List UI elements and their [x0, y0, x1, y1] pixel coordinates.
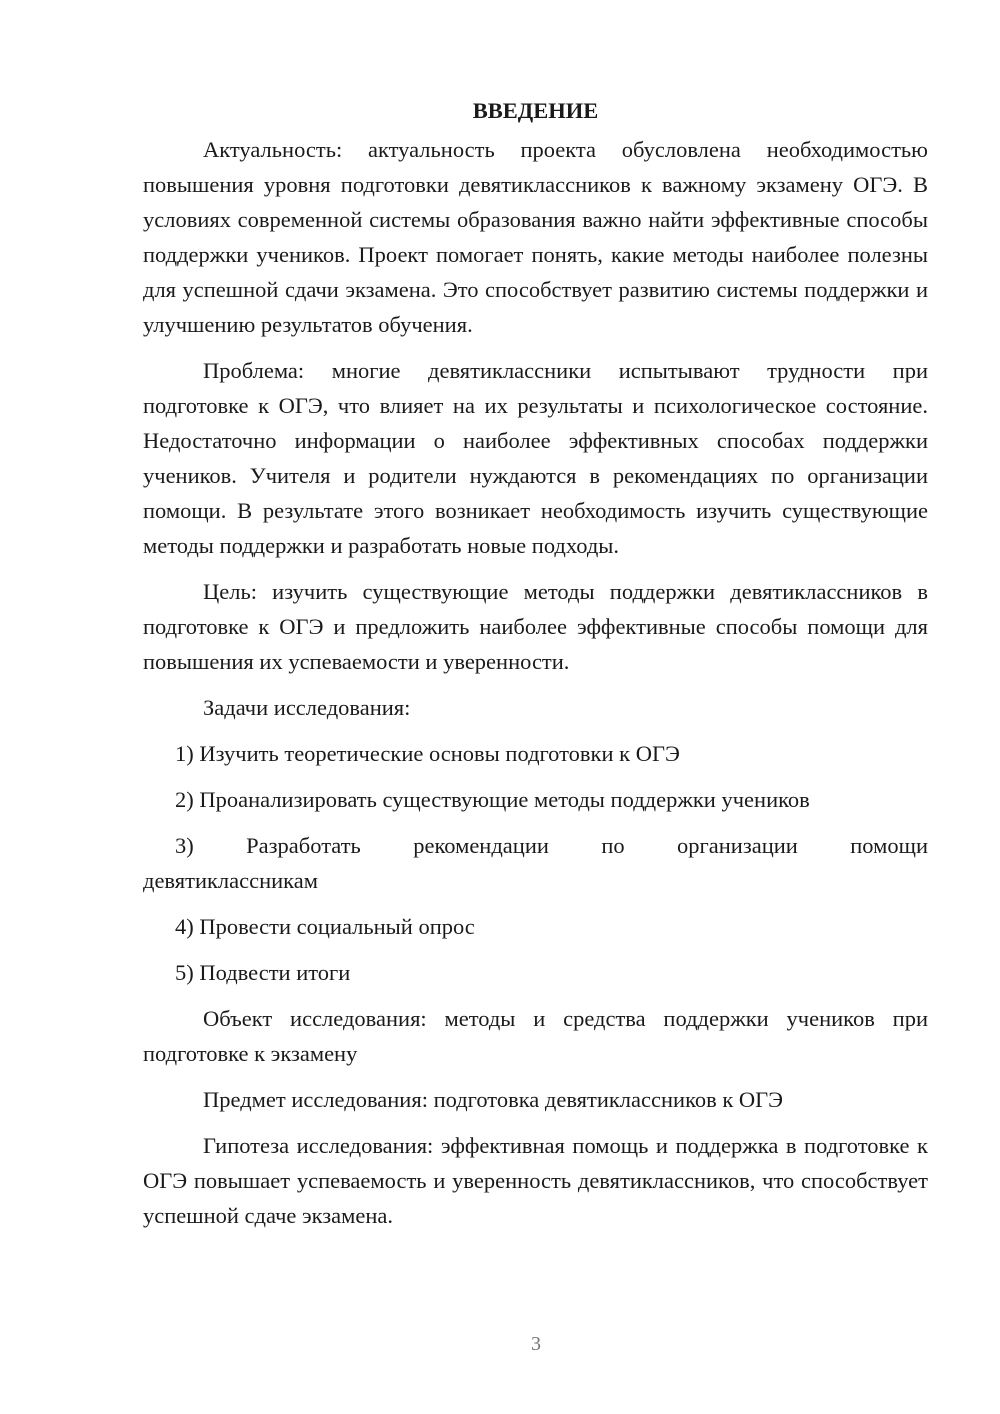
relevance-paragraph: Актуальность: актуальность проекта обусловлена необходимостью повышения уровня подготовки девятиклассников к важному экзамену ОГЭ. В условиях современной системы образования важно найти эффективные способы поддержки учеников. Проект помогает понять, какие методы наиболее полезны для успешной сдачи экзамена. Это способствует развитию системы поддержки и улучшению результатов обучения.	[143, 137, 928, 337]
document-page	[143, 92, 928, 1244]
section-title: ВВЕДЕНИЕ	[472, 98, 599, 123]
task-item: 3) Разработать рекомендации по организации помощи девятиклассникам	[143, 833, 928, 893]
problem-paragraph: Проблема: многие девятиклассники испытывают трудности при подготовке к ОГЭ, что влияет на их результаты и психологическое состояние. Недостаточно информации о наиболее эффективных способах поддержки учеников. Учителя и родители нуждаются в рекомендациях по организации помощи. В результате этого возникает необходимость изучить существующие методы поддержки и разработать новые подходы.	[143, 358, 928, 558]
task-item: 2) Проанализировать существующие методы поддержки учеников	[175, 787, 810, 812]
task-item: 1) Изучить теоретические основы подготовки к ОГЭ	[175, 741, 680, 766]
goal-paragraph: Цель: изучить существующие методы поддержки девятиклассников в подготовке к ОГЭ и предложить наиболее эффективные способы помощи для повышения их успеваемости и уверенности.	[143, 579, 928, 674]
subject-paragraph: Предмет исследования: подготовка девятиклассников к ОГЭ	[203, 1087, 784, 1112]
page-number: 3	[531, 1333, 541, 1355]
task-item: 5) Подвести итоги	[175, 960, 351, 985]
hypothesis-paragraph: Гипотеза исследования: эффективная помощь и поддержка в подготовке к ОГЭ повышает успеваемость и уверенность девятиклассников, что способствует успешной сдаче экзамена.	[143, 1133, 928, 1228]
tasks-heading: Задачи исследования:	[203, 695, 411, 720]
object-paragraph: Объект исследования: методы и средства поддержки учеников при подготовке к экзамену	[143, 1006, 928, 1066]
task-item: 4) Провести социальный опрос	[175, 914, 475, 939]
